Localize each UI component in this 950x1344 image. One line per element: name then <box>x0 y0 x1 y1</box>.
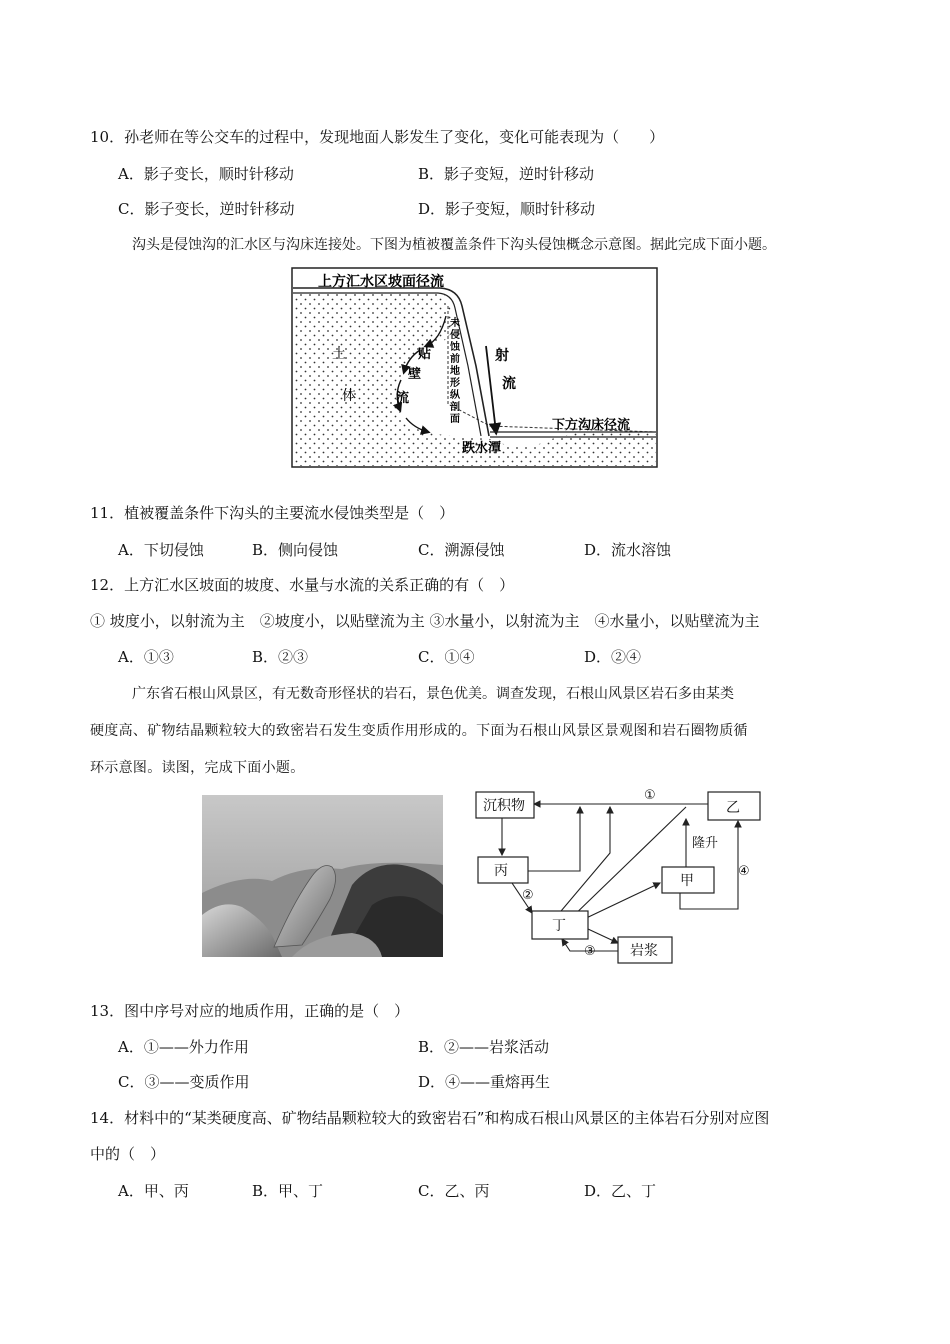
q10-stem: 10．孙老师在等公交车的过程中，发现地面人影发生了变化，变化可能表现为（ ） <box>90 128 665 146</box>
label-profile-3: 蚀 <box>450 342 460 353</box>
label-upper-runoff: 上方汇水区坡面径流 <box>318 274 444 290</box>
q10-option-d: D．影子变短，顺时针移动 <box>418 200 596 218</box>
scenery-photo <box>202 795 443 957</box>
label-bing: 丙 <box>494 863 508 879</box>
label-profile-1: 未 <box>450 318 460 329</box>
q13-stem: 13．图中序号对应的地质作用，正确的是（ ） <box>90 1002 410 1020</box>
q11-option-d: D．流水溶蚀 <box>584 541 672 559</box>
label-profile-5: 地 <box>450 366 460 377</box>
label-profile-7: 纵 <box>450 390 460 401</box>
q14-option-b: B．甲、丁 <box>252 1182 324 1200</box>
q13-option-a: A．①——外力作用 <box>118 1038 249 1056</box>
q13-option-c: C．③——变质作用 <box>118 1073 250 1091</box>
label-yi: 乙 <box>726 800 740 816</box>
q12-option-d: D．②④ <box>584 648 642 666</box>
q13-option-b: B．②——岩浆活动 <box>418 1038 550 1056</box>
label-wall-flow-1: 贴 <box>418 347 432 362</box>
intro-shigen-line2: 硬度高、矿物结晶颗粒较大的致密岩石发生变质作用形成的。下面为石根山风景区景观图和岩石圈物质循 <box>90 723 748 739</box>
q12-statements: ① 坡度小，以射流为主 ②坡度小，以贴壁流为主 ③水量小，以射流为主 ④水量小，以贴壁流为主 <box>90 612 760 630</box>
label-plunge-pool: 跌水潭 <box>462 441 502 456</box>
q10-option-c: C．影子变长，逆时针移动 <box>118 200 295 218</box>
label-sediment: 沉积物 <box>483 798 525 814</box>
label-jet-flow-1: 射 <box>495 348 509 364</box>
label-uplift: 隆升 <box>692 836 719 851</box>
q12-option-a: A．①③ <box>118 648 174 666</box>
q13-option-d: D．④——重熔再生 <box>418 1073 551 1091</box>
intro-shigen-line3: 环示意图。读图，完成下面小题。 <box>90 760 305 776</box>
label-num-1: ① <box>644 788 656 803</box>
q11-option-c: C．溯源侵蚀 <box>418 541 505 559</box>
label-lower-runoff: 下方沟床径流 <box>552 418 631 433</box>
label-profile-9: 面 <box>450 414 460 425</box>
intro-gully: 沟头是侵蚀沟的汇水区与沟床连接处。下图为植被覆盖条件下沟头侵蚀概念示意图。据此完成下面小题。 <box>132 237 776 253</box>
label-wall-flow-3: 流 <box>396 391 410 406</box>
label-wall-flow-2: 壁 <box>408 367 422 382</box>
label-jet-flow-2: 流 <box>502 376 516 392</box>
label-ding: 丁 <box>552 918 566 934</box>
q12-stem: 12．上方汇水区坡面的坡度、水量与水流的关系正确的有（ ） <box>90 576 515 594</box>
label-profile-2: 侵 <box>450 330 460 341</box>
label-num-2: ② <box>522 888 534 903</box>
label-soil-2: 体 <box>342 388 356 404</box>
label-soil-1: 土 <box>332 346 346 362</box>
label-profile-6: 形 <box>450 378 460 389</box>
q14-stem-line1: 14．材料中的“某类硬度高、矿物结晶颗粒较大的致密岩石”和构成石根山风景区的主体岩石分别对应图 <box>90 1109 770 1127</box>
q12-option-b: B．②③ <box>252 648 309 666</box>
q11-option-b: B．侧向侵蚀 <box>252 541 339 559</box>
q14-option-d: D．乙、丁 <box>584 1182 657 1200</box>
intro-shigen-line1: 广东省石根山风景区，有无数奇形怪状的岩石，景色优美。调查发现，石根山风景区岩石多由某类 <box>132 686 734 702</box>
label-profile-4: 前 <box>450 354 460 365</box>
q11-option-a: A．下切侵蚀 <box>118 541 204 559</box>
q10-option-a: A．影子变长，顺时针移动 <box>118 165 294 183</box>
q12-option-c: C．①④ <box>418 648 475 666</box>
label-magma: 岩浆 <box>630 943 658 959</box>
q10-option-b: B．影子变短，逆时针移动 <box>418 165 595 183</box>
q14-option-a: A．甲、丙 <box>118 1182 189 1200</box>
q14-option-c: C．乙、丙 <box>418 1182 490 1200</box>
label-profile-8: 剖 <box>450 402 460 413</box>
label-num-4: ④ <box>738 864 750 879</box>
q11-stem: 11．植被覆盖条件下沟头的主要流水侵蚀类型是（ ） <box>90 504 455 522</box>
label-jia: 甲 <box>680 873 694 889</box>
q14-stem-line2: 中的（ ） <box>90 1145 166 1163</box>
rock-cycle-diagram <box>470 783 770 968</box>
gully-erosion-diagram <box>290 266 660 470</box>
label-num-3: ③ <box>584 944 596 959</box>
